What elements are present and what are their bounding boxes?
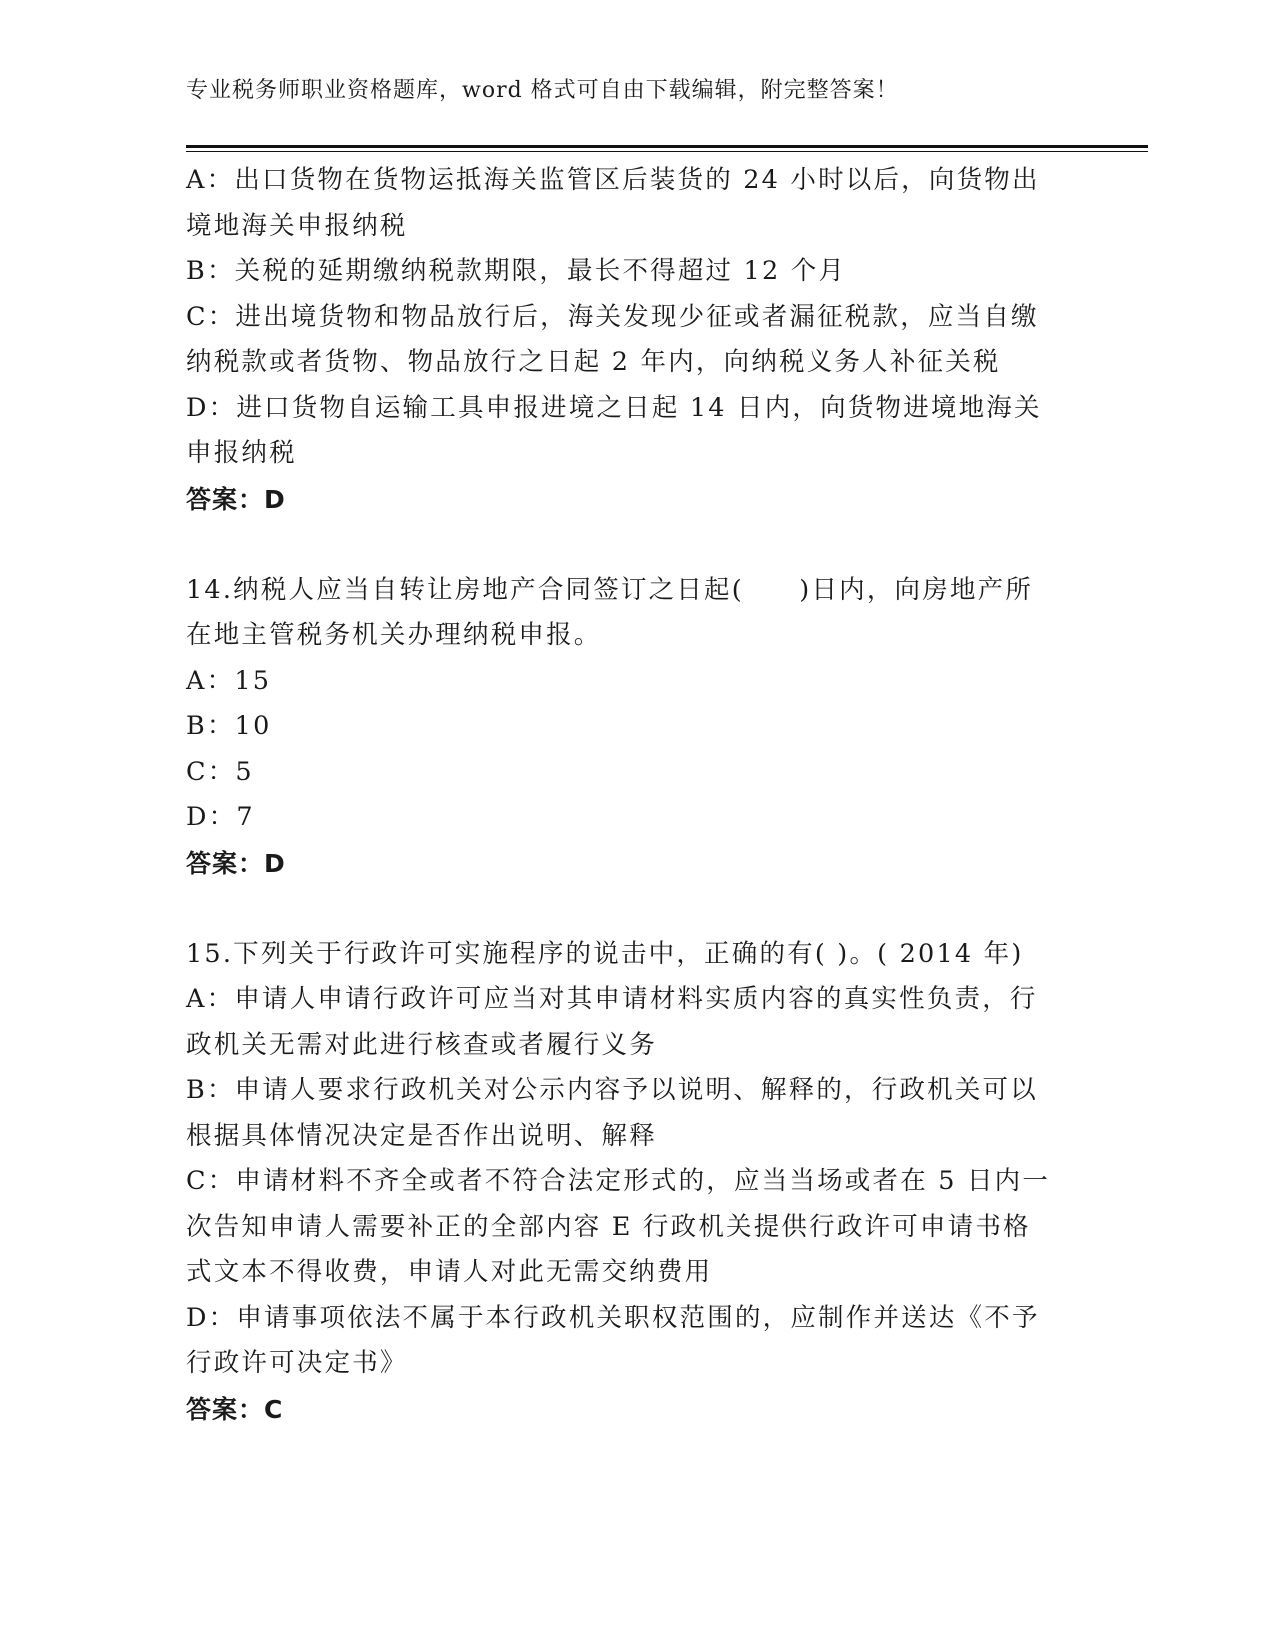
q14-stem-cont: 在地主管税务机关办理纳税申报。 — [186, 620, 602, 650]
q15-option-c-cont: 次告知申请人需要补正的全部内容 E 行政机关提供行政许可申请书格 — [186, 1211, 1031, 1242]
q15-option-a-cont: 政机关无需对此进行核查或者履行义务 — [186, 1029, 657, 1060]
question-15 — [186, 932, 1086, 1433]
question-14 — [186, 568, 1086, 887]
q14-answer: 答案：D — [186, 848, 286, 878]
q14-option-a: A：15 — [186, 665, 272, 696]
q15-option-b-cont: 根据具体情况决定是否作出说明、解释 — [186, 1120, 657, 1151]
spacer — [186, 522, 1086, 568]
q15-option-b: B：申请人要求行政机关对公示内容予以说明、解释的，行政机关可以 — [186, 1075, 1038, 1105]
q13-option-d: D：进口货物自运输工具申报进境之日起 14 日内，向货物进境地海关 — [186, 392, 1042, 423]
q15-option-c: C：申请材料不齐全或者不符合法定形式的，应当当场或者在 5 日内一 — [186, 1166, 1051, 1196]
q13-option-a-cont: 境地海关申报纳税 — [186, 210, 408, 241]
document-body — [186, 158, 1086, 1432]
q14-option-c: C：5 — [186, 756, 254, 787]
question-13 — [186, 158, 1086, 522]
q13-option-c-cont: 纳税款或者货物、物品放行之日起 2 年内，向纳税义务人补征关税 — [186, 347, 1001, 377]
page-header: 专业税务师职业资格题库，word 格式可自由下载编辑，附完整答案！ — [186, 78, 899, 103]
q13-option-d-cont: 申报纳税 — [186, 438, 297, 468]
q13-option-a: A：出口货物在货物运抵海关监管区后装货的 24 小时以后，向货物出 — [186, 165, 1040, 195]
q15-option-d: D：申请事项依法不属于本行政机关职权范围的，应制作并送达《不予 — [186, 1302, 1040, 1333]
q14-option-b: B：10 — [186, 711, 272, 741]
q13-answer: 答案：D — [186, 484, 286, 514]
q13-option-b: B：关税的延期缴纳税款期限，最长不得超过 12 个月 — [186, 256, 847, 286]
q15-answer: 答案：C — [186, 1394, 284, 1424]
header-rule-thick — [186, 145, 1148, 148]
q14-option-d: D：7 — [186, 802, 255, 832]
header-rule-thin — [186, 151, 1148, 152]
q13-option-c: C：进出境货物和物品放行后，海关发现少征或者漏征税款，应当自缴 — [186, 301, 1039, 332]
q15-stem: 15.下列关于行政许可实施程序的说击中，正确的有( )。( 2014 年) — [186, 938, 1024, 969]
q15-option-c-cont2: 式文本不得收费，申请人对此无需交纳费用 — [186, 1257, 713, 1287]
q15-option-a: A：申请人申请行政许可应当对其申请材料实质内容的真实性负责，行 — [186, 984, 1038, 1014]
q14-stem: 14.纳税人应当自转让房地产合同签订之日起( )日内，向房地产所 — [186, 574, 1034, 605]
q15-option-d-cont: 行政许可决定书》 — [186, 1348, 408, 1378]
spacer — [186, 886, 1086, 932]
